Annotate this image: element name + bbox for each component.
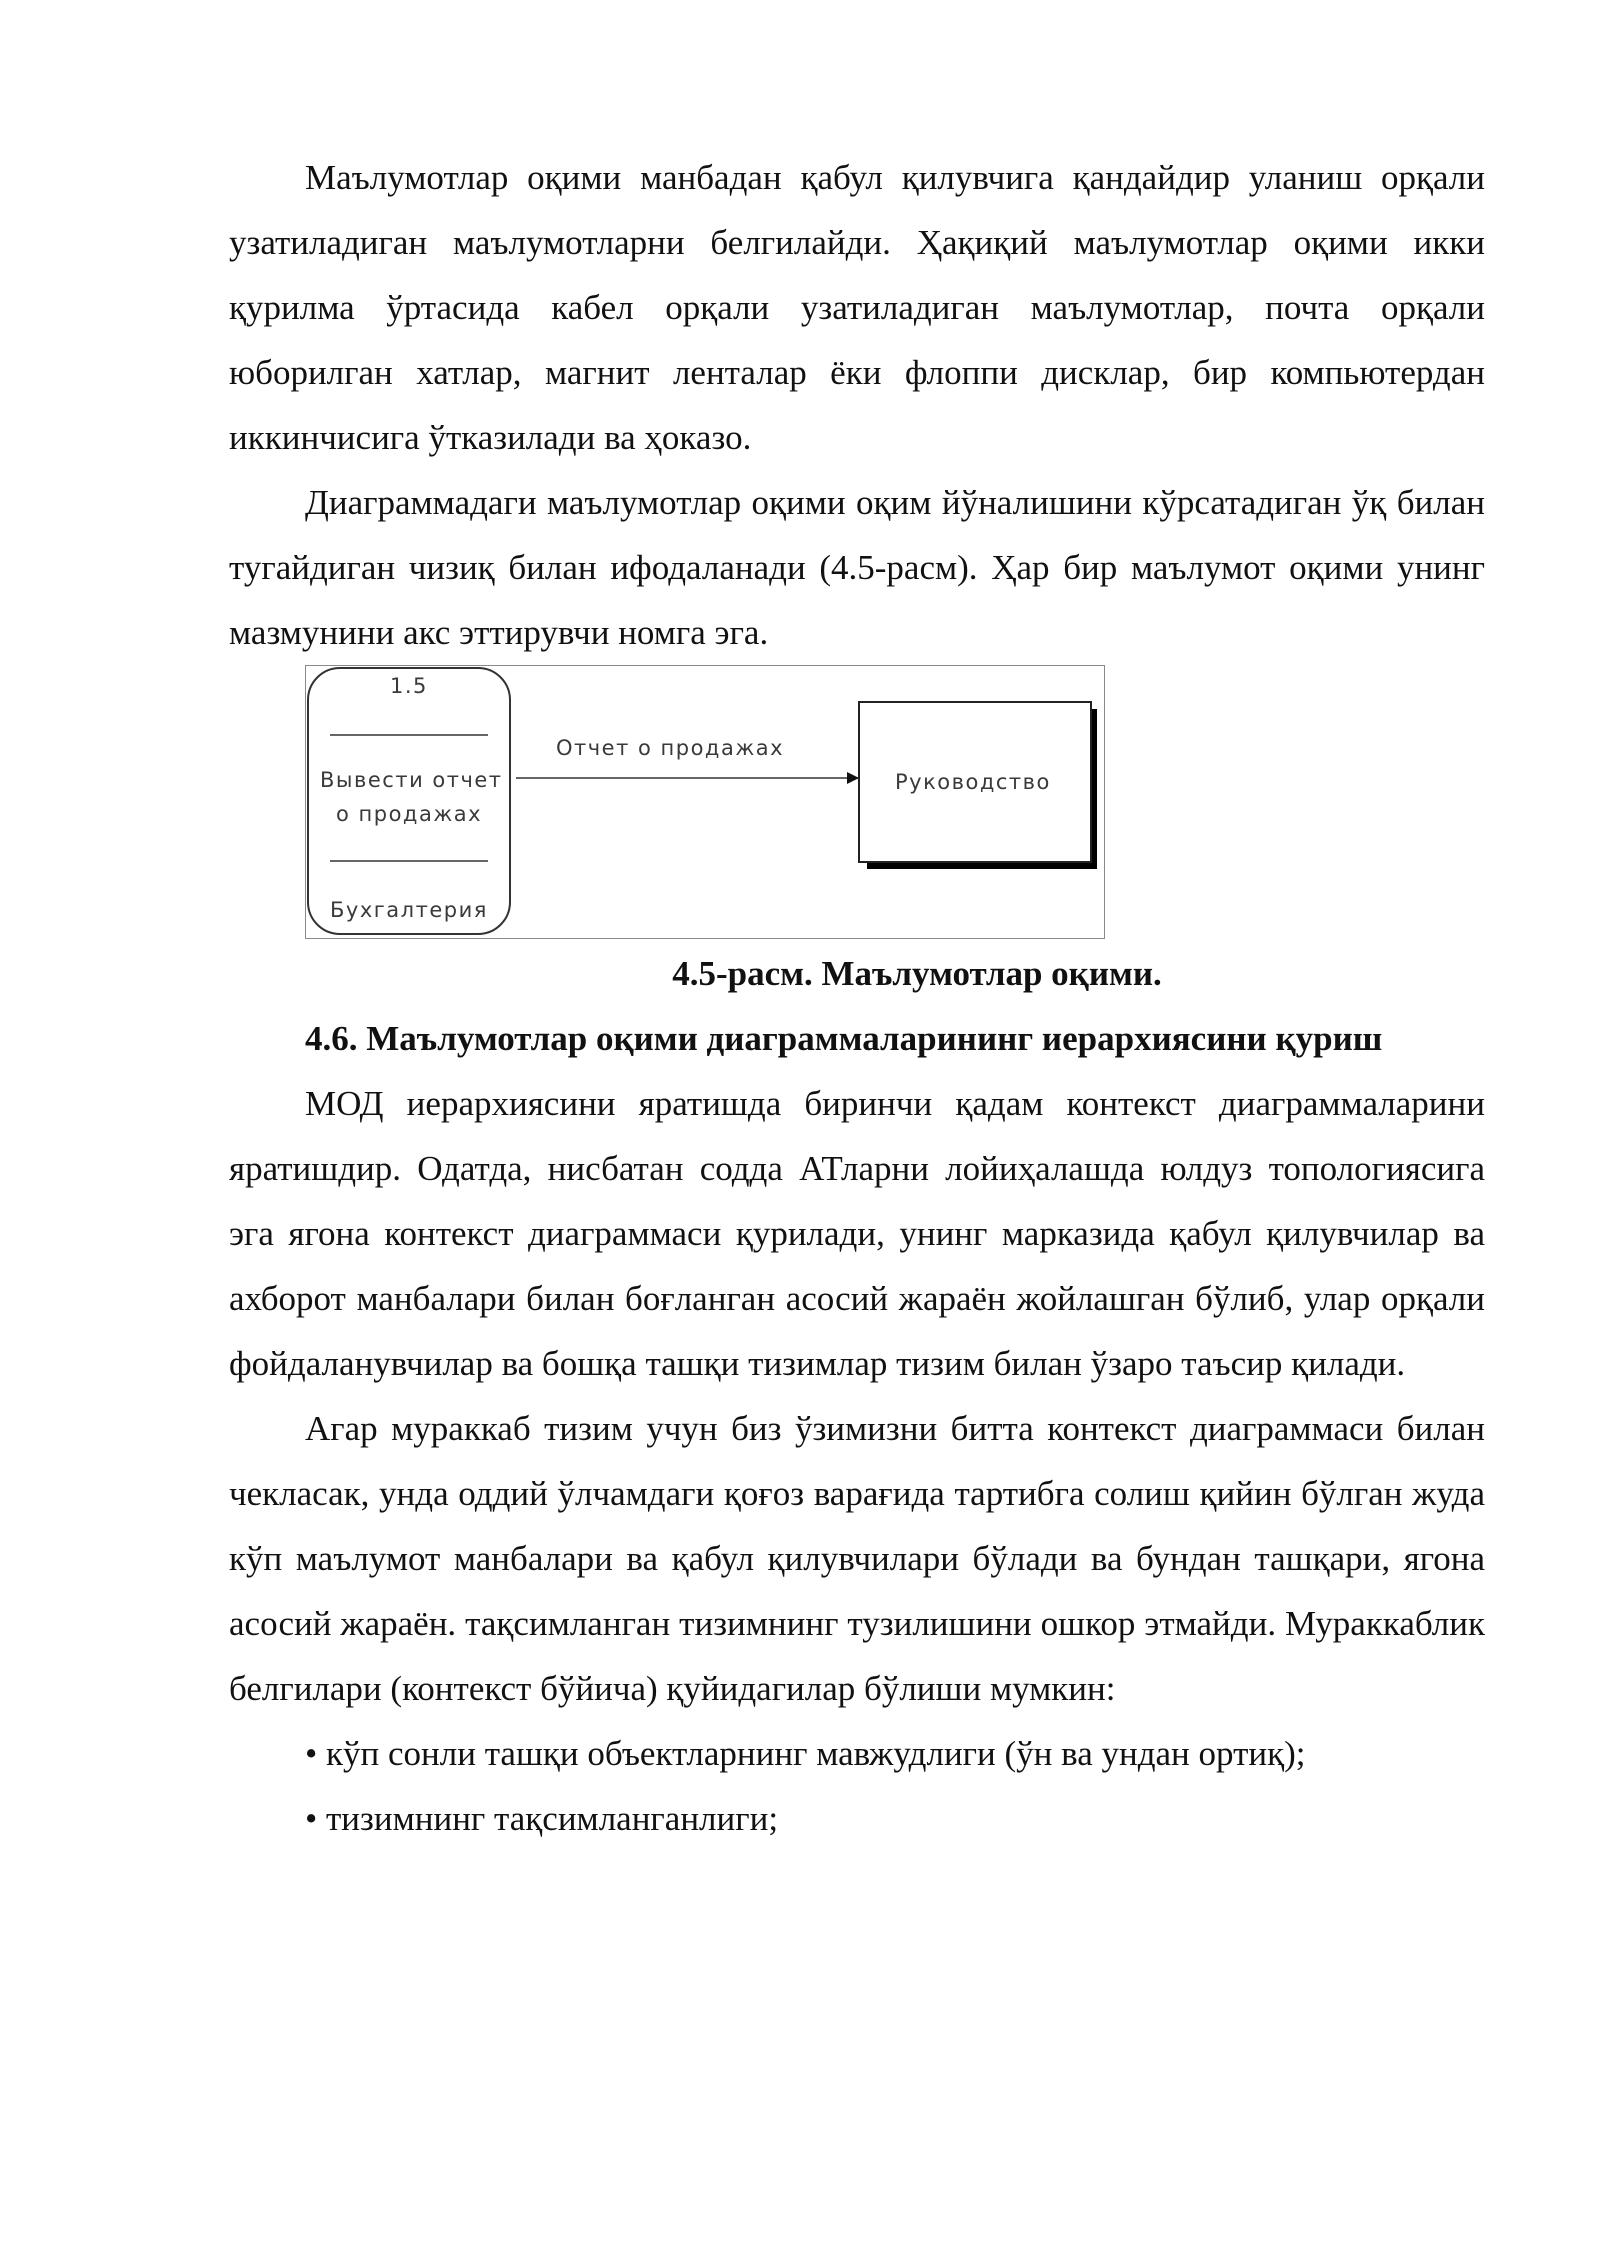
- list-item: • тизимнинг тақсимланганлиги;: [305, 1799, 779, 1838]
- figure-caption: 4.5-расм. Маълумотлар оқими.: [672, 954, 1162, 993]
- paragraph-context-diagram: МОД иерархиясини яратишда биринчи қадам контекст диаграммаларини яратишдир. Одатда, нисбатан содда АТларни лойиҳалашда юлдуз топологиясига эга ягона контекст диаграммаси қурилади, унинг марказида қабул қилувчилар ва ахборот манбалари билан боғланган асосий жараён жойлашган бўлиб, улар орқали фойдаланувчилар ва бошқа ташқи тизимлар тизим билан ўзаро таъсир қилади.: [229, 1084, 1485, 1383]
- paragraph-complex-system: Агар мураккаб тизим учун биз ўзимизни битта контекст диаграммаси билан чекласак, унда оддий ўлчамдаги қоғоз варағида тартибга солиш қийин бўлган жуда кўп маълумот манбалари ва қабул қилувчилари бўлади ва бундан ташқари, ягона асосий жараён. тақсимланган тизимнинг тузилишини ошкор этмайди. Мураккаблик белгилари (контекст бўйича) қуйидагилар бўлиши мумкин:: [229, 1409, 1485, 1708]
- process-location: Бухгалтерия: [330, 898, 488, 922]
- data-flow-figure: [305, 665, 1105, 939]
- document-page: [229, 145, 1485, 1851]
- paragraph-data-flow-notation: Диаграммадаги маълумотлар оқими оқим йўналишини кўрсатадиган ўқ билан тугайдиган чизиқ билан ифодаланади (4.5-расм). Ҳар бир маълумот оқими унинг мазмунини акс эттирувчи номга эга.: [229, 483, 1485, 652]
- section-heading: 4.6. Маълумотлар оқими диаграммаларининг иерархиясини қуриш: [305, 1019, 1383, 1058]
- flow-label: Отчет о продажах: [556, 736, 785, 760]
- process-number: 1.5: [390, 674, 428, 698]
- process-label-line1: Вывести отчет: [320, 768, 503, 792]
- process-shape: [308, 668, 510, 934]
- paragraph-data-flow-definition: Маълумотлар оқими манбадан қабул қилувчига қандайдир уланиш орқали узатиладиган маълумотларни белгилайди. Ҳақиқий маълумотлар оқими икки қурилма ўртасида кабел орқали узатиладиган маълумотлар, почта орқали юборилган хатлар, магнит ленталар ёки флоппи дисклар, бир компьютердан иккинчисига ўтказилади ва ҳоказо.: [229, 158, 1485, 457]
- list-item: • кўп сонли ташқи объектларнинг мавжудлиги (ўн ва ундан ортиқ);: [305, 1734, 1306, 1773]
- process-label-line2: о продажах: [336, 802, 483, 826]
- entity-label: Руководство: [895, 770, 1051, 794]
